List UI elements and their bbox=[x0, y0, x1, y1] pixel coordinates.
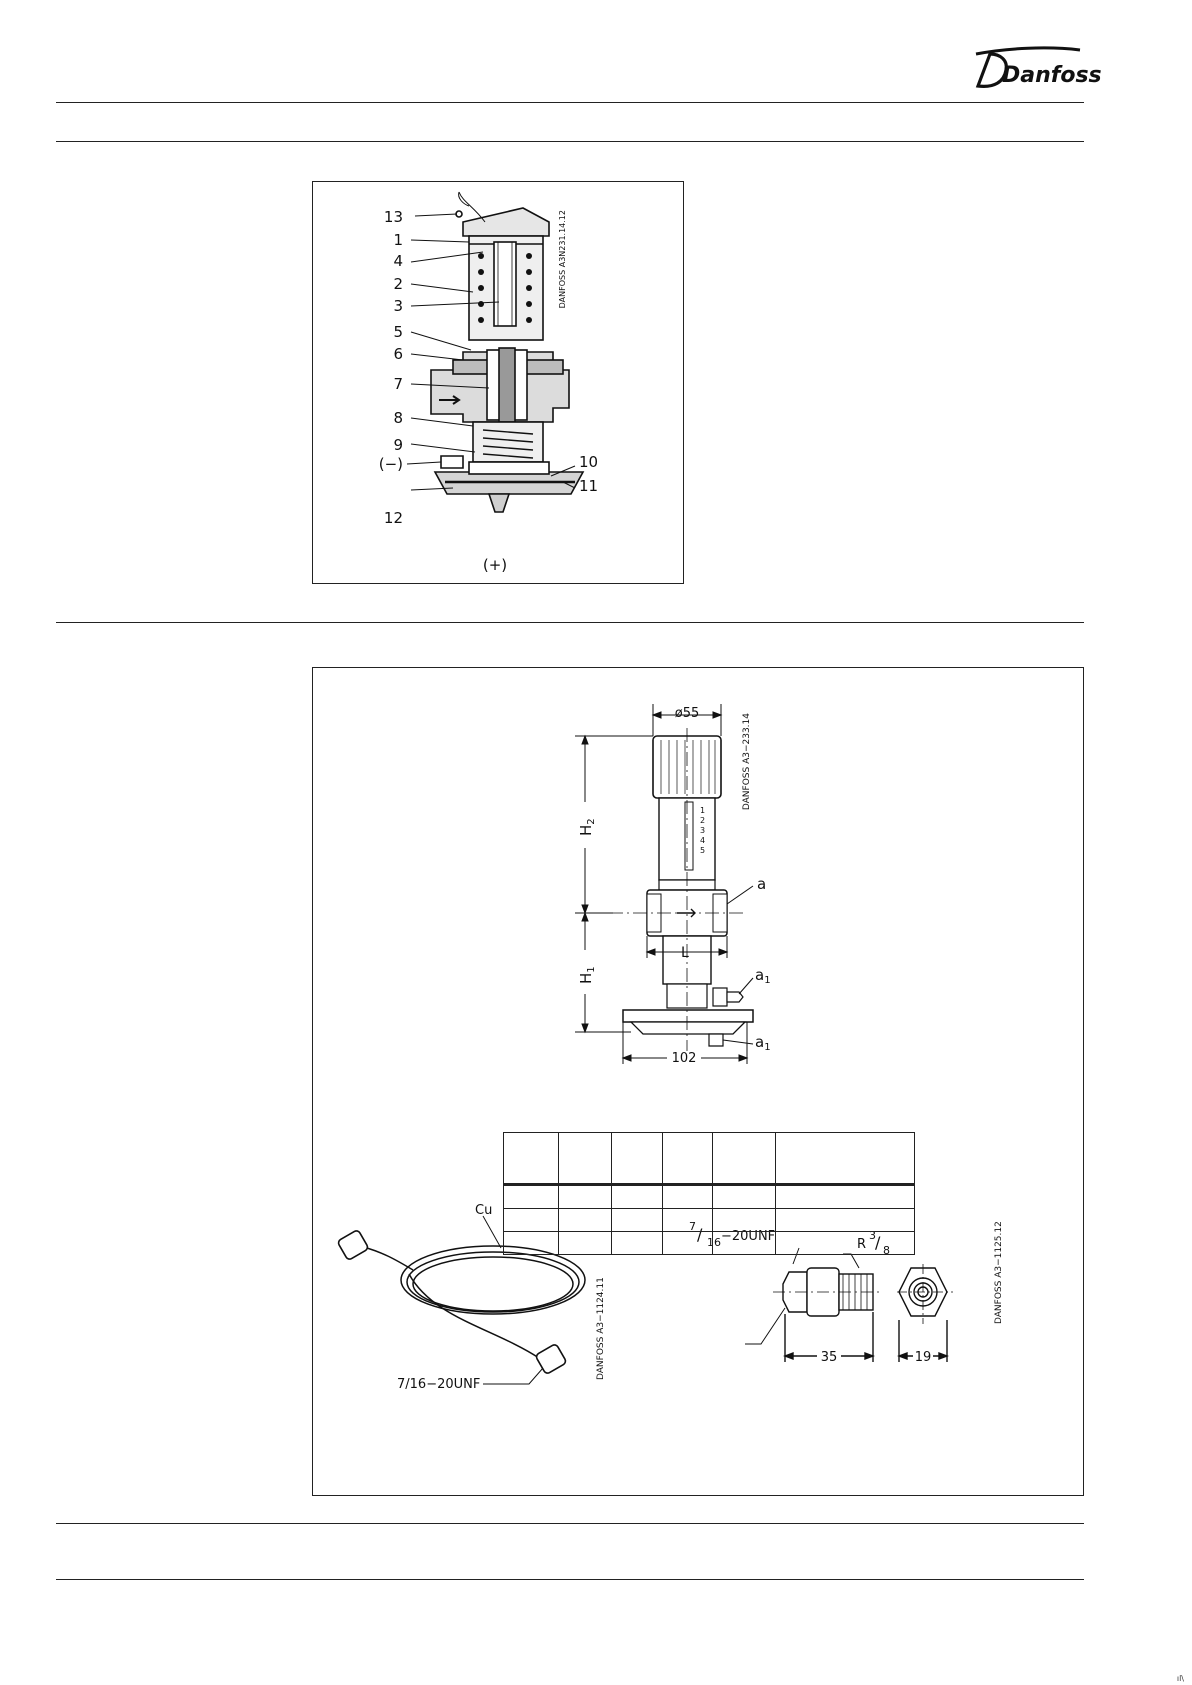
table-cell bbox=[504, 1185, 559, 1209]
callout-9: 9 bbox=[393, 436, 403, 454]
table-cell bbox=[612, 1232, 663, 1255]
dimension-table bbox=[503, 1132, 915, 1255]
table-cell bbox=[559, 1232, 612, 1255]
label-a1-side: $a_1$ bbox=[755, 966, 771, 986]
footer-rule-top bbox=[56, 1523, 1084, 1524]
table-cell bbox=[663, 1185, 713, 1209]
callout-6: 6 bbox=[393, 345, 403, 363]
dim-width: 102 bbox=[671, 1051, 697, 1066]
table-header-cell bbox=[559, 1133, 612, 1185]
footer-rule-bottom bbox=[56, 1579, 1084, 1580]
table-cell bbox=[713, 1209, 776, 1232]
dim-diameter: ø55 bbox=[674, 706, 700, 721]
table-header-cell bbox=[504, 1133, 559, 1185]
label-pipe-thread: R 3 / 8 bbox=[857, 1229, 890, 1257]
callout-8: 8 bbox=[393, 409, 403, 427]
page-corner-mark: ıl\ bbox=[1176, 1674, 1184, 1683]
callout-5: 5 bbox=[393, 323, 403, 341]
table-header-cell bbox=[663, 1133, 713, 1185]
header-rule-top bbox=[56, 102, 1084, 103]
dim-h2: $H_2$ bbox=[577, 818, 597, 836]
section-rule bbox=[56, 622, 1084, 623]
svg-text:4: 4 bbox=[700, 836, 706, 845]
callout-1: 1 bbox=[393, 231, 403, 249]
dim-length: 35 bbox=[820, 1350, 838, 1365]
table-header-cell bbox=[713, 1133, 776, 1185]
table-cell bbox=[612, 1185, 663, 1209]
callout-11: 11 bbox=[579, 477, 599, 495]
table-cell bbox=[612, 1209, 663, 1232]
table-cell bbox=[504, 1209, 559, 1232]
dim-l: L bbox=[681, 945, 689, 961]
table-cell bbox=[713, 1185, 776, 1209]
table-cell bbox=[663, 1209, 713, 1232]
table-cell bbox=[663, 1232, 713, 1255]
dim-hex-width: 19 bbox=[914, 1350, 932, 1365]
table-cell bbox=[504, 1232, 559, 1255]
table-row bbox=[504, 1232, 915, 1255]
svg-text:1: 1 bbox=[700, 806, 706, 815]
callout-3: 3 bbox=[393, 297, 403, 315]
valve-section-figure bbox=[312, 181, 684, 584]
header-rule-bottom bbox=[56, 141, 1084, 142]
figure-code: DANFOSS A3N231.14.12 bbox=[558, 210, 567, 309]
callout-2: 2 bbox=[393, 275, 403, 293]
figure-code: DANFOSS A3−233.14 bbox=[742, 713, 752, 811]
callout-10: 10 bbox=[579, 453, 599, 471]
label-a: a bbox=[757, 875, 767, 893]
table-header-cell bbox=[776, 1133, 915, 1185]
label-tube-thread: 7/16−20UNF bbox=[397, 1377, 481, 1392]
dimensions-figure bbox=[312, 667, 1084, 1496]
dim-h1: $H_1$ bbox=[577, 966, 597, 984]
table-cell bbox=[559, 1185, 612, 1209]
callout-plus: (+) bbox=[482, 556, 508, 574]
callout-4: 4 bbox=[393, 252, 403, 270]
figure-code: DANFOSS A3−1125.12 bbox=[994, 1221, 1004, 1324]
label-a1-bottom: $a_1$ bbox=[755, 1033, 771, 1053]
label-cu: Cu bbox=[475, 1203, 493, 1218]
table-header-cell bbox=[612, 1133, 663, 1185]
callout-13: 13 bbox=[383, 208, 403, 226]
callout-minus: (−) bbox=[378, 455, 403, 473]
svg-text:3: 3 bbox=[700, 826, 706, 835]
svg-text:5: 5 bbox=[700, 846, 706, 855]
svg-text:2: 2 bbox=[700, 816, 706, 825]
svg-text:Danfoss: Danfoss bbox=[1002, 63, 1102, 88]
table-cell bbox=[713, 1232, 776, 1255]
callout-12: 12 bbox=[383, 509, 403, 527]
table-cell bbox=[776, 1185, 915, 1209]
table-row bbox=[504, 1185, 915, 1209]
figure-code: DANFOSS A3−1124.11 bbox=[596, 1277, 606, 1380]
table-row bbox=[504, 1209, 915, 1232]
table-cell bbox=[776, 1209, 915, 1232]
table-header-row bbox=[504, 1133, 915, 1185]
table-cell bbox=[559, 1209, 612, 1232]
label-adapter-thread: 7 / 16 −20UNF bbox=[689, 1220, 776, 1249]
danfoss-logo bbox=[968, 44, 1102, 96]
table-cell bbox=[776, 1232, 915, 1255]
callout-7: 7 bbox=[393, 375, 403, 393]
